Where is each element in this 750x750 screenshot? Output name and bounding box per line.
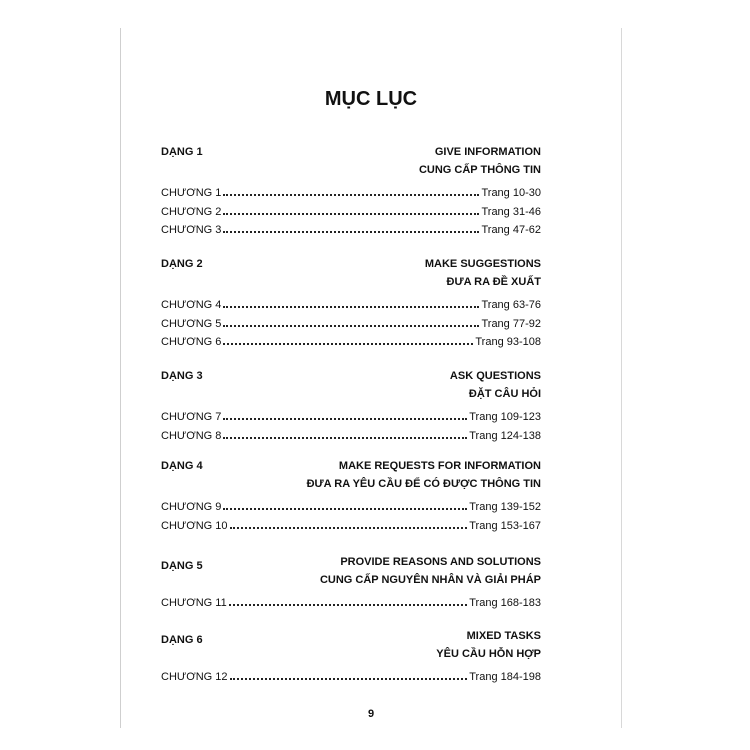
- toc-section-6: [161, 630, 541, 687]
- section-type-label: DẠNG 4: [161, 460, 203, 472]
- dot-leader: [223, 508, 467, 510]
- section-english-title: MAKE SUGGESTIONS: [424, 258, 541, 270]
- chapter-label: CHƯƠNG 3: [161, 224, 222, 237]
- section-type-label: DẠNG 3: [161, 370, 203, 382]
- toc-section-4: [161, 460, 541, 535]
- chapter-label: CHƯƠNG 1: [161, 187, 222, 200]
- section-type-label: DẠNG 1: [161, 146, 203, 158]
- dot-leader: [223, 194, 479, 196]
- chapter-pages: Trang 31-46: [481, 205, 541, 218]
- chapter-label: CHƯƠNG 7: [161, 411, 222, 424]
- chapter-pages: Trang 139-152: [469, 501, 541, 514]
- chapter-label: CHƯƠNG 5: [161, 317, 222, 330]
- toc-entry[interactable]: [161, 668, 541, 687]
- chapter-pages: Trang 63-76: [481, 299, 541, 312]
- chapter-label: CHƯƠNG 12: [161, 671, 228, 684]
- section-english-title: GIVE INFORMATION: [434, 146, 541, 158]
- toc-entry[interactable]: [161, 517, 541, 536]
- toc-entry[interactable]: [161, 498, 541, 517]
- section-vietnamese-title: ĐƯA RA YÊU CẦU ĐỂ CÓ ĐƯỢC THÔNG TIN: [306, 478, 541, 490]
- toc-section-3: [161, 370, 541, 445]
- toc-entry[interactable]: [161, 333, 541, 352]
- section-type-label: DẠNG 5: [161, 560, 203, 572]
- section-vietnamese-title: ĐẶT CÂU HỎI: [468, 388, 541, 400]
- chapter-label: CHƯƠNG 11: [161, 597, 227, 610]
- section-english-title: MIXED TASKS: [466, 630, 541, 642]
- chapter-pages: Trang 77-92: [481, 317, 541, 330]
- chapter-pages: Trang 184-198: [469, 671, 541, 684]
- page-title: MỤC LỤC: [324, 88, 418, 110]
- chapter-label: CHƯƠNG 4: [161, 299, 222, 312]
- chapter-pages: Trang 47-62: [481, 224, 541, 237]
- toc-entry[interactable]: [161, 315, 541, 334]
- dot-leader: [223, 306, 479, 308]
- section-type-label: DẠNG 6: [161, 634, 203, 646]
- dot-leader: [223, 231, 479, 233]
- section-vietnamese-title: YÊU CẦU HỖN HỢP: [436, 648, 541, 660]
- section-vietnamese-title: ĐƯA RA ĐỀ XUẤT: [446, 276, 541, 288]
- toc-section-1: [161, 146, 541, 240]
- toc-entry[interactable]: [161, 408, 541, 427]
- dot-leader: [229, 604, 468, 606]
- dot-leader: [223, 343, 473, 345]
- section-english-title: PROVIDE REASONS AND SOLUTIONS: [340, 556, 541, 568]
- section-vietnamese-title: CUNG CẤP THÔNG TIN: [418, 164, 541, 176]
- toc-entry[interactable]: [161, 594, 541, 613]
- section-type-label: DẠNG 2: [161, 258, 203, 270]
- dot-leader: [223, 213, 479, 215]
- dot-leader: [230, 678, 468, 680]
- chapter-label: CHƯƠNG 2: [161, 205, 222, 218]
- toc-entry[interactable]: [161, 427, 541, 446]
- toc-section-2: [161, 258, 541, 352]
- toc-entry[interactable]: [161, 203, 541, 222]
- chapter-label: CHƯƠNG 10: [161, 519, 228, 532]
- chapter-pages: Trang 109-123: [469, 411, 541, 424]
- toc-entry[interactable]: [161, 221, 541, 240]
- section-english-title: ASK QUESTIONS: [449, 370, 541, 382]
- toc-entry[interactable]: [161, 184, 541, 203]
- toc-entry[interactable]: [161, 296, 541, 315]
- dot-leader: [223, 437, 467, 439]
- chapter-pages: Trang 168-183: [469, 597, 541, 610]
- dot-leader: [230, 527, 468, 529]
- chapter-pages: Trang 153-167: [469, 519, 541, 532]
- chapter-label: CHƯƠNG 6: [161, 336, 222, 349]
- chapter-label: CHƯƠNG 9: [161, 501, 222, 514]
- book-page: [120, 28, 622, 728]
- toc-section-5: [161, 556, 541, 613]
- dot-leader: [223, 325, 479, 327]
- chapter-label: CHƯƠNG 8: [161, 429, 222, 442]
- dot-leader: [223, 418, 467, 420]
- chapter-pages: Trang 93-108: [475, 336, 541, 349]
- chapter-pages: Trang 10-30: [481, 187, 541, 200]
- section-english-title: MAKE REQUESTS FOR INFORMATION: [338, 460, 541, 472]
- section-vietnamese-title: CUNG CẤP NGUYÊN NHÂN VÀ GIẢI PHÁP: [319, 574, 541, 586]
- page-number: 9: [367, 708, 375, 720]
- chapter-pages: Trang 124-138: [469, 429, 541, 442]
